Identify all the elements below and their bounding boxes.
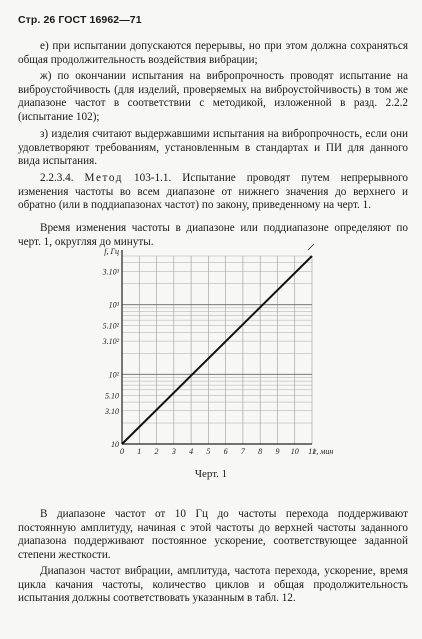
y-tick-label: 10³ xyxy=(108,300,119,310)
y-tick-label: 5.10² xyxy=(102,321,119,331)
paragraph-e xyxy=(18,40,408,67)
y-tick-label: 3.10 xyxy=(105,406,119,416)
x-axis-label: t, мин xyxy=(314,447,334,456)
x-tick-label: 5 xyxy=(206,447,211,456)
page-header: Стр. 26 ГОСТ 16962—71 xyxy=(18,14,142,26)
method-text: 103-1.1. Испытание проводят путем непрерывного изменения частоты во всем диапазоне от нижнего значения до верхнего и обратно (или в поддиапазонах частот) по закону, приведенному на черт. 1. xyxy=(18,172,408,212)
x-tick-label: 7 xyxy=(240,447,245,456)
paragraph-range xyxy=(18,508,408,562)
x-tick-label: 1 xyxy=(137,447,142,456)
x-tick-label: 6 xyxy=(223,447,228,456)
end-mark xyxy=(308,244,314,250)
figure-caption: Черт. 1 xyxy=(194,468,228,480)
paragraph-params-text: Диапазон частот вибрации, амплитуда, частота перехода, ускорение, время цикла качания частоты, количество циклов и общая продолжительность испытания должны соответствовать указанным в табл. 12. xyxy=(18,565,408,605)
x-tick-label: 9 xyxy=(275,447,280,456)
y-tick-label: 10² xyxy=(108,370,119,380)
y-axis-label: f, Гц xyxy=(104,247,119,256)
method-label: Метод xyxy=(84,172,124,184)
paragraph-e-text: е) при испытании допускаются перерывы, но при этом должна сохраняться общая продолжительность воздействия вибрации; xyxy=(18,40,408,66)
paragraph-params xyxy=(18,565,408,606)
paragraph-time-text: Время изменения частоты в диапазоне или поддиапазоне определяют по черт. 1, округляя до минуты. xyxy=(18,222,408,248)
y-tick-label: 5.10 xyxy=(105,391,119,401)
x-tick-label: 10 xyxy=(290,447,299,456)
y-tick-label: 10 xyxy=(111,440,119,449)
paragraph-zh-text: ж) по окончании испытания на вибропрочность проводят испытание на виброустойчивость (для изделий, проверяемых на виброустойчивость) в том же диапазоне частот в соответствии с методикой, изложенной в разд. 2.2.2 (испытание 102); xyxy=(18,70,408,123)
y-tick-label: 3.10³ xyxy=(102,267,119,277)
x-tick-label: 4 xyxy=(189,447,194,456)
x-tick-label: 2 xyxy=(154,447,159,456)
method-number: 2.2.3.4. xyxy=(40,172,74,184)
paragraph-zh xyxy=(18,70,408,124)
paragraph-z-text: з) изделия считают выдержавшими испытания на вибропрочность, если они удовлетворяют требованиям, установленным в стандартах и ПИ для данного вида испытания. xyxy=(18,128,408,168)
series-line xyxy=(122,256,312,444)
x-tick-label: 11 xyxy=(308,447,316,456)
x-tick-label: 3 xyxy=(171,447,176,456)
frequency-time-chart xyxy=(90,238,334,460)
x-tick-label: 8 xyxy=(258,447,263,456)
paragraph-z xyxy=(18,128,408,169)
paragraph-method xyxy=(18,172,408,213)
x-tick-label: 0 xyxy=(120,447,124,456)
paragraph-range-text: В диапазоне частот от 10 Гц до частоты перехода поддерживают постоянную амплитуду, начиная с этой частоты до верхней частоты заданного диапазона поддерживают постоянное ускорение, соответствующее заданной степени жесткости. xyxy=(18,508,408,561)
y-tick-label: 3.10² xyxy=(102,337,119,347)
